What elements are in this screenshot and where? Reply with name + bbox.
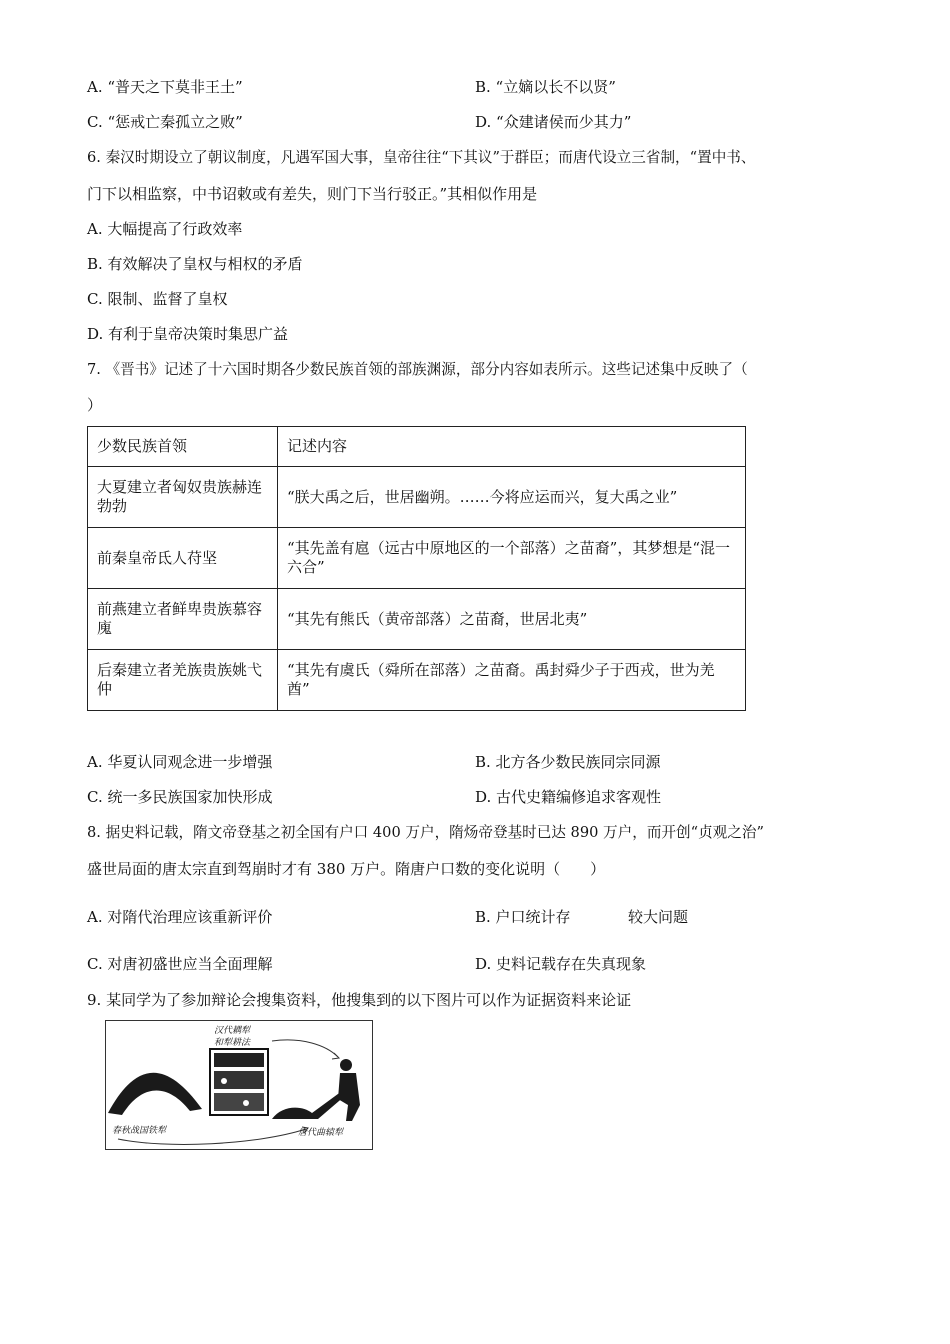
table-cell-content: “其先盖有扈（远古中原地区的一个部落）之苗裔”，其梦想是“混一六合” (278, 528, 746, 589)
q6-stem-line1: 6. 秦汉时期设立了朝议制度，凡遇军国大事，皇帝往往“下其议”于群臣；而唐代设立三省制，“置中书、 (87, 149, 756, 166)
caption-han-line1: 汉代耦犁 (214, 1026, 251, 1036)
q6-option-c: C. 限制、监督了皇权 (87, 290, 228, 308)
plow-evolution-figure (105, 1020, 373, 1150)
caption-tang-plow: 唐代曲辕犁 (298, 1128, 344, 1138)
q8-option-b-part2: 较大问题 (628, 908, 689, 926)
table-cell-leader: 前燕建立者鲜卑贵族慕容廆 (88, 589, 278, 650)
han-panel-pattern (214, 1053, 264, 1067)
q8-option-a: A. 对隋代治理应该重新评价 (87, 908, 273, 926)
q5-option-a: A. “普天之下莫非王土” (87, 78, 243, 96)
han-panel-oxen-bottom (214, 1093, 264, 1111)
q5-option-d: D. “众建诸侯而少其力” (475, 113, 632, 131)
q7-option-d: D. 古代史籍编修追求客观性 (475, 788, 662, 806)
table-header-row (88, 427, 746, 467)
q6-stem-line2: 门下以相监察，中书诏敕或有差失，则门下当行驳正。”其相似作用是 (87, 185, 538, 203)
q5-option-b: B. “立嫡以长不以贤” (475, 78, 616, 96)
q6-option-b: B. 有效解决了皇权与相权的矛盾 (87, 255, 303, 273)
q8-option-c: C. 对唐初盛世应当全面理解 (87, 955, 273, 973)
table-row (88, 589, 746, 650)
farmer-body (338, 1073, 360, 1121)
q7-stem-line1: 7. 《晋书》记述了十六国时期各少数民族首领的部族渊源，部分内容如表所示。这些记述集中反映了（ (87, 361, 748, 378)
caption-iron-plow: 春秋战国铁犁 (112, 1126, 167, 1136)
table-cell-leader: 大夏建立者匈奴贵族赫连勃勃 (88, 467, 278, 528)
q7-records-table (87, 426, 746, 711)
arrow-top-to-right (272, 1040, 338, 1057)
farmer-head (340, 1059, 352, 1071)
table-cell-leader: 前秦皇帝氐人苻坚 (88, 528, 278, 589)
q7-option-b: B. 北方各少数民族同宗同源 (475, 753, 661, 771)
iron-plow-shape (108, 1073, 202, 1115)
table-cell-leader: 后秦建立者羌族贵族姚弋仲 (88, 650, 278, 711)
q7-stem-line2: ） (87, 396, 103, 414)
q9-stem-line1: 9. 某同学为了参加辩论会搜集资料，他搜集到的以下图片可以作为证据资料来论证 (87, 991, 632, 1009)
q8-stem-line2: 盛世局面的唐太宗直到驾崩时才有 380 万户。隋唐户口数的变化说明（ ） (87, 860, 606, 878)
caption-han-line2: 和犁耕法 (214, 1038, 251, 1048)
table-cell-content: “其先有虞氏（舜所在部落）之苗裔。禹封舜少子于西戎，世为羌酋” (278, 650, 746, 711)
q8-option-b-part1: B. 户口统计存 (475, 908, 571, 926)
q7-option-a: A. 华夏认同观念进一步增强 (87, 753, 273, 771)
q7-option-c: C. 统一多民族国家加快形成 (87, 788, 273, 806)
table-row (88, 467, 746, 528)
tang-plow-shape (272, 1091, 346, 1119)
table-row (88, 650, 746, 711)
table-cell-content: “其先有熊氏（黄帝部落）之苗裔，世居北夷” (278, 589, 746, 650)
table-row (88, 528, 746, 589)
table-header-content: 记述内容 (278, 427, 746, 467)
q5-option-c: C. “惩戒亡秦孤立之败” (87, 113, 243, 131)
q6-option-a: A. 大幅提高了行政效率 (87, 220, 243, 238)
table-header-leader: 少数民族首领 (88, 427, 278, 467)
q8-option-d: D. 史料记载存在失真现象 (475, 955, 647, 973)
q8-stem-line1: 8. 据史料记载，隋文帝登基之初全国有户口 400 万户，隋炀帝登基时已达 890 万户，而开创“贞观之治” (87, 824, 764, 841)
table-cell-content: “朕大禹之后，世居幽朔。……今将应运而兴，复大禹之业” (278, 467, 746, 528)
q6-option-d: D. 有利于皇帝决策时集思广益 (87, 325, 289, 343)
